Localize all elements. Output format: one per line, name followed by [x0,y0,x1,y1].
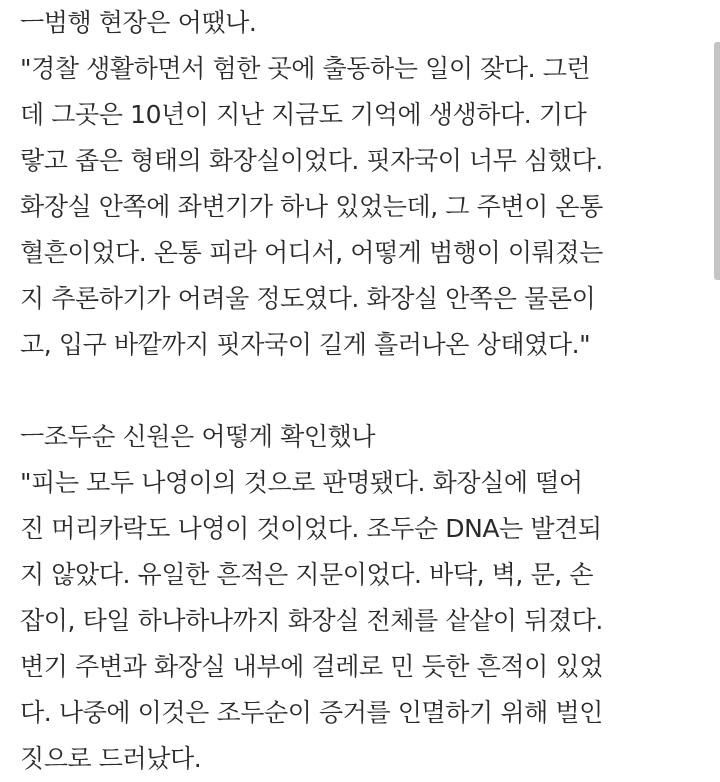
answer-line: "경찰 생활하면서 험한 곳에 출동하는 일이 잦다. 그런 [20,54,591,83]
section-crime-scene [20,0,700,368]
answer-line: 변기 주변과 화장실 내부에 걸레로 민 듯한 흔적이 있었 [20,652,603,681]
answer-line: 혈흔이었다. 온통 피라 어디서, 어떻게 범행이 이뤄졌는 [20,238,603,267]
answer-line: 지 추론하기가 어려울 정도였다. 화장실 안쪽은 물론이 [20,284,596,313]
answer-line: 랗고 좁은 형태의 화장실이었다. 핏자국이 너무 심했다. [20,146,603,175]
answer-line: 데 그곳은 10년이 지난 지금도 기억에 생생하다. 기다 [20,100,587,129]
answer-line: "피는 모두 나영이의 것으로 판명됐다. 화장실에 떨어 [20,468,583,497]
question-heading: ㅡ조두순 신원은 어떻게 확인했나 [20,422,376,451]
article-body [20,0,700,782]
question-heading: ㅡ범행 현장은 어땠나. [20,8,257,37]
answer-line: 잡이, 타일 하나하나까지 화장실 전체를 샅샅이 뒤졌다. [20,606,603,635]
answer-line: 고, 입구 바깥까지 핏자국이 길게 흘러나온 상태였다." [20,330,591,359]
answer-line: 짓으로 드러났다. [20,744,202,773]
scrollbar-thumb[interactable] [714,42,720,280]
paragraph-gap [20,368,700,414]
section-identity [20,414,700,782]
answer-line: 지 않았다. 유일한 흔적은 지문이었다. 바닥, 벽, 문, 손 [20,560,594,589]
answer-line: 화장실 안쪽에 좌변기가 하나 있었는데, 그 주변이 온통 [20,192,603,221]
answer-line: 진 머리카락도 나영이 것이었다. 조두순 DNA는 발견되 [20,514,602,543]
answer-line: 다. 나중에 이것은 조두순이 증거를 인멸하기 위해 벌인 [20,698,603,727]
